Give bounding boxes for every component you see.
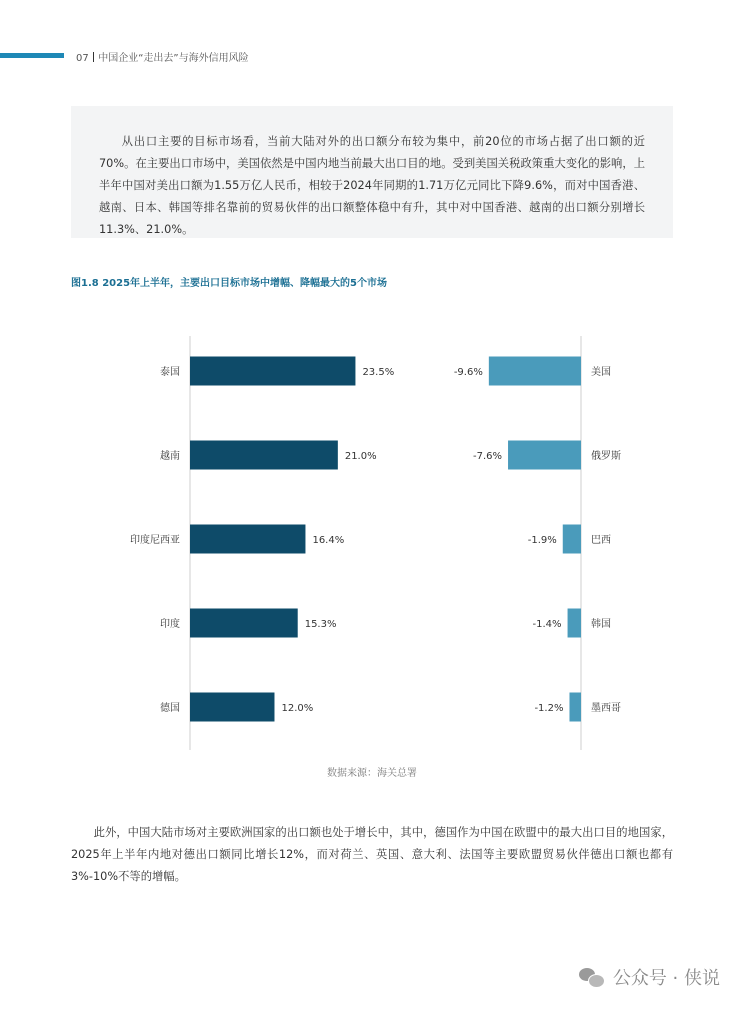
data-label: -7.6% bbox=[473, 451, 503, 462]
bar-decrease bbox=[569, 693, 581, 722]
data-label: 15.3% bbox=[304, 619, 337, 630]
body-paragraph: 此外，中国大陆市场对主要欧洲国家的出口额也处于增长中，其中，德国作为中国在欧盟中的最大出口目的地国家，2025年上半年内地对德出口额同比增长12%，而对荷兰、英国、意大利、法国等主要欧盟贸易伙伴德出口额也都有3%-10%不等的增幅。 bbox=[71, 826, 673, 883]
summary-box bbox=[71, 106, 673, 238]
header-separator bbox=[93, 52, 95, 62]
bar-decrease bbox=[563, 525, 581, 554]
chart-title: 图1.8 2025年上半年，主要出口目标市场中增幅、降幅最大的5个市场 bbox=[71, 278, 387, 289]
category-label: 墨西哥 bbox=[591, 703, 621, 714]
data-label: -9.6% bbox=[453, 367, 483, 378]
data-label: -1.9% bbox=[527, 535, 557, 546]
header-title: 中国企业“走出去”与海外信用风险 bbox=[98, 53, 249, 64]
bar-increase bbox=[190, 693, 274, 722]
bar-decrease bbox=[508, 441, 581, 470]
data-label: 23.5% bbox=[362, 367, 395, 378]
category-label: 韩国 bbox=[591, 619, 611, 630]
bar-decrease bbox=[489, 357, 581, 386]
summary-paragraph: 从出口主要的目标市场看，当前大陆对外的出口额分布较为集中，前20位的市场占据了出口额的近70%。在主要出口市场中，美国依然是中国内地当前最大出口目的地。受到美国关税政策重大变化的影响，上半年中国对美出口额为1.55万亿人民币，相较于2024年同期的1.71万亿元同比下降9.6%，而对中国香港、越南、日本、韩国等排名靠前的贸易伙伴的出口额整体稳中有升，其中对中国香港、越南的出口额分别增长11.3%、21.0%。 bbox=[99, 135, 645, 236]
category-label: 美国 bbox=[591, 367, 611, 378]
bar-increase bbox=[190, 525, 305, 554]
category-label: 印度尼西亚 bbox=[130, 535, 180, 546]
watermark-text: 公众号 · 侠说 bbox=[612, 968, 720, 989]
category-label: 泰国 bbox=[160, 367, 180, 378]
chart-source: 数据来源：海关总署 bbox=[327, 768, 417, 779]
data-label: -1.2% bbox=[534, 703, 564, 714]
bar-decrease bbox=[568, 609, 581, 638]
category-label: 俄罗斯 bbox=[591, 451, 621, 462]
header-accent-bar bbox=[0, 53, 64, 58]
data-label: 21.0% bbox=[344, 451, 377, 462]
bar-increase bbox=[190, 441, 338, 470]
category-label: 印度 bbox=[160, 619, 180, 630]
category-label: 巴西 bbox=[591, 535, 611, 546]
category-label: 德国 bbox=[160, 703, 180, 714]
page-number: 07 bbox=[76, 53, 89, 64]
data-label: 16.4% bbox=[312, 535, 345, 546]
data-label: 12.0% bbox=[281, 703, 314, 714]
running-header bbox=[76, 49, 249, 64]
wechat-icon bbox=[579, 966, 605, 988]
bar-chart bbox=[110, 318, 630, 754]
bar-increase bbox=[190, 609, 298, 638]
data-label: -1.4% bbox=[532, 619, 562, 630]
bar-increase bbox=[190, 357, 355, 386]
watermark bbox=[579, 964, 720, 990]
category-label: 越南 bbox=[160, 451, 180, 462]
